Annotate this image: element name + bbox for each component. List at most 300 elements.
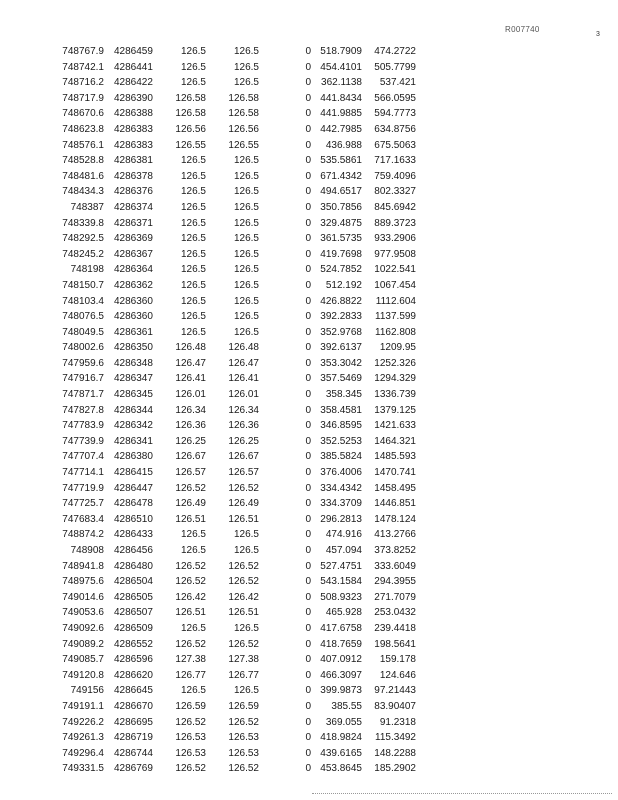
table-row (0, 652, 618, 668)
table-cell-col7: 566.0595 (374, 92, 416, 104)
table-cell-col7: 148.2288 (374, 747, 416, 759)
table-cell-col6: 369.055 (325, 716, 362, 728)
table-cell-col5: 0 (305, 155, 311, 167)
table-cell-col4: 126.58 (228, 92, 259, 104)
table-cell-col1: 748292.5 (62, 233, 104, 245)
table-cell-col1: 748481.6 (62, 170, 104, 182)
table-cell-col4: 126.47 (228, 357, 259, 369)
table-cell-col4: 126.52 (228, 716, 259, 728)
table-cell-col1: 748103.4 (62, 295, 104, 307)
table-row (0, 403, 618, 419)
table-cell-col2: 4286447 (114, 482, 153, 494)
table-cell-col6: 352.9768 (320, 326, 362, 338)
table-cell-col5: 0 (305, 233, 311, 245)
table-cell-col1: 748908 (70, 545, 104, 556)
table-cell-col7: 294.3955 (374, 576, 416, 588)
table-cell-col2: 4286374 (114, 201, 153, 213)
table-cell-col3: 126.52 (175, 576, 206, 588)
table-cell-col6: 385.55 (331, 700, 362, 712)
table-row (0, 44, 618, 60)
table-cell-col7: 1336.739 (374, 389, 416, 401)
table-cell-col2: 4286620 (114, 669, 153, 681)
table-cell-col3: 126.5 (180, 46, 206, 57)
table-cell-col7: 1137.599 (375, 311, 416, 323)
table-cell-col7: 537.421 (379, 77, 416, 89)
table-cell-col1: 747683.4 (62, 513, 104, 525)
table-cell-col1: 749085.7 (62, 654, 104, 666)
table-cell-col6: 419.7698 (320, 248, 362, 260)
table-row (0, 683, 618, 699)
table-cell-col3: 126.59 (175, 700, 206, 712)
table-cell-col6: 457.094 (325, 545, 362, 556)
table-cell-col3: 126.52 (175, 638, 206, 650)
table-cell-col1: 748576.1 (62, 139, 104, 151)
table-row (0, 231, 618, 247)
table-cell-col6: 518.7909 (320, 46, 362, 57)
table-row (0, 715, 618, 731)
table-cell-col1: 748076.5 (62, 311, 104, 323)
table-cell-col4: 126.5 (233, 233, 259, 245)
table-cell-col3: 126.5 (180, 155, 206, 167)
table-cell-col6: 441.9885 (320, 108, 362, 120)
document-id: R007740 (505, 25, 540, 34)
table-cell-col5: 0 (305, 498, 311, 510)
table-cell-col1: 747783.9 (62, 420, 104, 432)
table-row (0, 543, 618, 559)
table-cell-col6: 357.5469 (320, 373, 362, 385)
table-cell-col4: 126.67 (228, 451, 259, 463)
table-row (0, 371, 618, 387)
table-cell-col6: 441.8434 (320, 92, 362, 104)
table-cell-col6: 418.9824 (320, 732, 362, 744)
table-cell-col5: 0 (305, 92, 311, 104)
table-cell-col1: 749092.6 (62, 622, 104, 634)
table-cell-col1: 748767.9 (62, 46, 104, 57)
table-cell-col1: 749014.6 (62, 591, 104, 603)
table-cell-col7: 1112.604 (375, 295, 416, 307)
table-cell-col5: 0 (305, 404, 311, 416)
table-cell-col6: 346.8595 (320, 420, 362, 432)
table-cell-col5: 0 (305, 607, 311, 619)
table-cell-col1: 748198 (70, 264, 104, 276)
table-cell-col4: 126.49 (228, 498, 259, 510)
table-cell-col3: 126.36 (175, 420, 206, 432)
table-cell-col7: 1458.495 (374, 482, 416, 494)
table-cell-col7: 239.4418 (374, 622, 416, 634)
table-cell-col3: 126.5 (180, 622, 206, 634)
table-cell-col2: 4286422 (114, 77, 153, 89)
table-cell-col3: 126.42 (175, 591, 206, 603)
table-cell-col4: 126.5 (233, 248, 259, 260)
table-cell-col2: 4286695 (114, 716, 153, 728)
table-cell-col5: 0 (305, 108, 311, 120)
table-cell-col4: 126.5 (233, 186, 259, 198)
table-cell-col5: 0 (305, 654, 311, 666)
table-cell-col7: 845.6942 (374, 201, 416, 213)
table-row (0, 590, 618, 606)
table-cell-col2: 4286388 (114, 108, 153, 120)
table-cell-col7: 185.2902 (374, 763, 416, 775)
table-cell-col4: 126.36 (228, 420, 259, 432)
table-cell-col3: 126.01 (175, 389, 206, 401)
table-cell-col4: 126.5 (233, 46, 259, 57)
table-cell-col4: 126.58 (228, 108, 259, 120)
table-cell-col6: 535.5861 (320, 155, 362, 167)
table-cell-col5: 0 (305, 373, 311, 385)
table-cell-col7: 1446.851 (374, 498, 416, 510)
table-cell-col7: 1022.541 (374, 264, 416, 276)
table-cell-col3: 126.5 (180, 295, 206, 307)
table-row (0, 278, 618, 294)
table-cell-col5: 0 (305, 170, 311, 182)
table-cell-col6: 508.9323 (320, 591, 362, 603)
table-cell-col1: 748941.8 (62, 560, 104, 572)
table-cell-col3: 126.5 (180, 264, 206, 276)
table-cell-col7: 83.90407 (374, 700, 416, 712)
table-cell-col7: 1464.321 (374, 435, 416, 447)
table-cell-col5: 0 (305, 217, 311, 229)
table-cell-col6: 439.6165 (320, 747, 362, 759)
table-cell-col1: 747725.7 (62, 498, 104, 510)
table-cell-col1: 747827.8 (62, 404, 104, 416)
table-cell-col3: 126.5 (180, 545, 206, 556)
table-cell-col2: 4286364 (114, 264, 153, 276)
table-cell-col6: 453.8645 (320, 763, 362, 775)
table-cell-col4: 126.5 (233, 170, 259, 182)
table-cell-col6: 399.9873 (320, 685, 362, 697)
table-cell-col5: 0 (305, 576, 311, 588)
table-cell-col2: 4286344 (114, 404, 153, 416)
table-cell-col1: 747916.7 (62, 373, 104, 385)
table-cell-col6: 407.0912 (320, 654, 362, 666)
table-cell-col3: 126.5 (180, 186, 206, 198)
table-cell-col2: 4286378 (114, 170, 153, 182)
table-cell-col4: 126.5 (233, 295, 259, 307)
table-cell-col3: 126.5 (180, 326, 206, 338)
table-cell-col6: 376.4006 (320, 467, 362, 479)
table-cell-col7: 594.7773 (374, 108, 416, 120)
table-cell-col5: 0 (305, 342, 311, 354)
table-cell-col7: 91.2318 (379, 716, 416, 728)
table-cell-col1: 748716.2 (62, 77, 104, 89)
table-cell-col1: 748150.7 (62, 279, 104, 291)
table-cell-col7: 933.2906 (374, 233, 416, 245)
table-cell-col7: 373.8252 (374, 545, 416, 556)
table-row (0, 621, 618, 637)
table-cell-col7: 675.5063 (374, 139, 416, 151)
table-cell-col1: 749156 (70, 685, 104, 697)
table-cell-col2: 4286480 (114, 560, 153, 572)
table-cell-col2: 4286350 (114, 342, 153, 354)
table-cell-col2: 4286380 (114, 451, 153, 463)
table-cell-col3: 126.67 (175, 451, 206, 463)
table-cell-col4: 126.57 (228, 467, 259, 479)
table-cell-col3: 126.5 (180, 248, 206, 260)
table-cell-col5: 0 (305, 61, 311, 73)
table-cell-col2: 4286360 (114, 311, 153, 323)
table-cell-col5: 0 (305, 482, 311, 494)
table-row (0, 512, 618, 528)
table-cell-col2: 4286505 (114, 591, 153, 603)
table-cell-col3: 126.41 (175, 373, 206, 385)
table-cell-col7: 505.7799 (374, 61, 416, 73)
table-cell-col2: 4286441 (114, 61, 153, 73)
table-cell-col6: 352.5253 (320, 435, 362, 447)
table-cell-col3: 126.77 (175, 669, 206, 681)
table-cell-col5: 0 (305, 123, 311, 135)
table-cell-col5: 0 (305, 46, 311, 57)
table-cell-col5: 0 (305, 420, 311, 432)
table-cell-col4: 126.55 (228, 139, 259, 151)
table-cell-col4: 126.25 (228, 435, 259, 447)
table-cell-col1: 748670.6 (62, 108, 104, 120)
table-cell-col2: 4286360 (114, 295, 153, 307)
table-cell-col7: 253.0432 (374, 607, 416, 619)
table-cell-col2: 4286376 (114, 186, 153, 198)
table-cell-col4: 126.01 (228, 389, 259, 401)
table-cell-col6: 361.5735 (320, 233, 362, 245)
table-cell-col7: 1067.454 (374, 279, 416, 291)
table-cell-col4: 126.5 (233, 264, 259, 276)
table-cell-col3: 126.53 (175, 747, 206, 759)
table-cell-col7: 1209.95 (379, 342, 416, 354)
table-cell-col5: 0 (305, 389, 311, 401)
table-cell-col3: 126.52 (175, 482, 206, 494)
table-cell-col3: 126.25 (175, 435, 206, 447)
table-cell-col5: 0 (305, 545, 311, 556)
table-cell-col7: 413.2766 (374, 529, 416, 541)
table-cell-col4: 126.5 (233, 311, 259, 323)
table-cell-col6: 385.5824 (320, 451, 362, 463)
table-cell-col2: 4286459 (114, 46, 153, 57)
table-cell-col3: 126.5 (180, 170, 206, 182)
table-cell-col1: 749261.3 (62, 732, 104, 744)
table-cell-col6: 442.7985 (320, 123, 362, 135)
table-cell-col6: 334.4342 (320, 482, 362, 494)
table-cell-col1: 748434.3 (62, 186, 104, 198)
table-cell-col4: 126.5 (233, 77, 259, 89)
table-cell-col3: 126.49 (175, 498, 206, 510)
table-cell-col6: 512.192 (325, 279, 362, 291)
table-row (0, 730, 618, 746)
page-number: 3 (596, 31, 600, 38)
table-cell-col7: 717.1633 (374, 155, 416, 167)
table-cell-col3: 127.38 (175, 654, 206, 666)
table-cell-col7: 889.3723 (374, 217, 416, 229)
table-cell-col5: 0 (305, 716, 311, 728)
table-cell-col4: 126.5 (233, 685, 259, 697)
table-cell-col7: 1470.741 (374, 467, 416, 479)
table-cell-col1: 749120.8 (62, 669, 104, 681)
table-cell-col6: 671.4342 (320, 170, 362, 182)
table-cell-col1: 749226.2 (62, 716, 104, 728)
table-cell-col1: 748387 (70, 201, 104, 213)
table-cell-col2: 4286371 (114, 217, 153, 229)
table-cell-col2: 4286367 (114, 248, 153, 260)
table-cell-col4: 126.52 (228, 576, 259, 588)
table-cell-col7: 1294.329 (374, 373, 416, 385)
table-cell-col4: 126.52 (228, 763, 259, 775)
table-row (0, 605, 618, 621)
table-cell-col5: 0 (305, 77, 311, 89)
table-cell-col3: 126.5 (180, 201, 206, 213)
table-cell-col2: 4286478 (114, 498, 153, 510)
table-cell-col6: 329.4875 (320, 217, 362, 229)
table-cell-col6: 474.916 (325, 529, 362, 541)
table-cell-col4: 126.59 (228, 700, 259, 712)
table-cell-col5: 0 (305, 451, 311, 463)
table-cell-col6: 418.7659 (320, 638, 362, 650)
table-cell-col2: 4286510 (114, 513, 153, 525)
table-cell-col3: 126.5 (180, 529, 206, 541)
table-row (0, 247, 618, 263)
table-cell-col4: 126.5 (233, 279, 259, 291)
table-cell-col5: 0 (305, 186, 311, 198)
table-cell-col3: 126.52 (175, 560, 206, 572)
table-cell-col4: 126.51 (228, 607, 259, 619)
table-cell-col3: 126.56 (175, 123, 206, 135)
footer-dotted-line (312, 793, 612, 795)
table-cell-col1: 747871.7 (62, 389, 104, 401)
table-cell-col4: 126.48 (228, 342, 259, 354)
table-row (0, 527, 618, 543)
table-row (0, 356, 618, 372)
table-cell-col1: 748002.6 (62, 342, 104, 354)
table-row (0, 668, 618, 684)
table-row (0, 153, 618, 169)
table-cell-col6: 494.6517 (320, 186, 362, 198)
table-row (0, 216, 618, 232)
table-cell-col2: 4286415 (114, 467, 153, 479)
table-cell-col2: 4286552 (114, 638, 153, 650)
table-cell-col3: 126.52 (175, 716, 206, 728)
table-cell-col1: 748742.1 (62, 61, 104, 73)
table-cell-col2: 4286456 (114, 545, 153, 556)
data-table (0, 44, 618, 777)
table-cell-col3: 126.58 (175, 92, 206, 104)
table-cell-col3: 126.57 (175, 467, 206, 479)
table-cell-col1: 747707.4 (62, 451, 104, 463)
table-cell-col4: 126.5 (233, 217, 259, 229)
table-cell-col6: 543.1584 (320, 576, 362, 588)
table-cell-col1: 747714.1 (62, 467, 104, 479)
table-cell-col6: 392.6137 (320, 342, 362, 354)
table-cell-col6: 524.7852 (320, 264, 362, 276)
table-cell-col2: 4286345 (114, 389, 153, 401)
table-cell-col2: 4286390 (114, 92, 153, 104)
table-cell-col1: 747739.9 (62, 435, 104, 447)
table-cell-col3: 126.47 (175, 357, 206, 369)
table-cell-col6: 392.2833 (320, 311, 362, 323)
table-cell-col6: 358.345 (325, 389, 362, 401)
table-cell-col5: 0 (305, 591, 311, 603)
table-cell-col7: 1478.124 (374, 513, 416, 525)
table-row (0, 200, 618, 216)
table-cell-col5: 0 (305, 622, 311, 634)
table-cell-col3: 126.53 (175, 732, 206, 744)
table-cell-col3: 126.55 (175, 139, 206, 151)
table-cell-col4: 126.5 (233, 545, 259, 556)
table-cell-col2: 4286596 (114, 654, 153, 666)
table-cell-col5: 0 (305, 529, 311, 541)
table-cell-col4: 126.52 (228, 560, 259, 572)
table-cell-col3: 126.5 (180, 217, 206, 229)
table-row (0, 434, 618, 450)
table-row (0, 106, 618, 122)
table-cell-col3: 126.58 (175, 108, 206, 120)
table-cell-col7: 759.4096 (374, 170, 416, 182)
table-row (0, 574, 618, 590)
table-cell-col6: 527.4751 (320, 560, 362, 572)
table-cell-col4: 126.77 (228, 669, 259, 681)
table-cell-col1: 749296.4 (62, 747, 104, 759)
table-cell-col1: 747959.6 (62, 357, 104, 369)
table-cell-col1: 748049.5 (62, 326, 104, 338)
table-cell-col6: 426.8822 (320, 295, 362, 307)
table-cell-col2: 4286744 (114, 747, 153, 759)
table-cell-col2: 4286769 (114, 763, 153, 775)
table-cell-col5: 0 (305, 279, 311, 291)
table-cell-col2: 4286361 (114, 326, 153, 338)
table-cell-col1: 748245.2 (62, 248, 104, 260)
table-cell-col4: 126.34 (228, 404, 259, 416)
table-cell-col7: 474.2722 (374, 46, 416, 57)
table-row (0, 91, 618, 107)
table-cell-col1: 749191.1 (62, 700, 104, 712)
table-cell-col3: 126.5 (180, 77, 206, 89)
table-cell-col6: 334.3709 (320, 498, 362, 510)
table-cell-col4: 127.38 (228, 654, 259, 666)
table-cell-col7: 333.6049 (374, 560, 416, 572)
table-cell-col5: 0 (305, 513, 311, 525)
table-cell-col7: 124.646 (379, 669, 416, 681)
table-cell-col5: 0 (305, 435, 311, 447)
table-row (0, 481, 618, 497)
table-cell-col2: 4286509 (114, 622, 153, 634)
table-cell-col7: 977.9508 (374, 248, 416, 260)
table-cell-col2: 4286433 (114, 529, 153, 541)
table-cell-col5: 0 (305, 638, 311, 650)
table-cell-col3: 126.51 (175, 607, 206, 619)
table-row (0, 184, 618, 200)
table-cell-col7: 1252.326 (374, 357, 416, 369)
table-cell-col2: 4286341 (114, 435, 153, 447)
table-row (0, 294, 618, 310)
table-cell-col4: 126.56 (228, 123, 259, 135)
table-cell-col4: 126.41 (228, 373, 259, 385)
table-cell-col7: 159.178 (379, 654, 416, 666)
table-cell-col2: 4286381 (114, 155, 153, 167)
table-row (0, 387, 618, 403)
table-cell-col5: 0 (305, 264, 311, 276)
table-cell-col5: 0 (305, 201, 311, 213)
table-row (0, 559, 618, 575)
table-row (0, 325, 618, 341)
table-row (0, 418, 618, 434)
table-cell-col4: 126.5 (233, 61, 259, 73)
table-row (0, 496, 618, 512)
table-cell-col4: 126.53 (228, 747, 259, 759)
table-cell-col4: 126.5 (233, 155, 259, 167)
table-cell-col1: 747719.9 (62, 482, 104, 494)
table-row (0, 465, 618, 481)
table-cell-col1: 748339.8 (62, 217, 104, 229)
table-cell-col6: 436.988 (325, 139, 362, 151)
table-cell-col2: 4286504 (114, 576, 153, 588)
table-cell-col2: 4286383 (114, 123, 153, 135)
table-cell-col2: 4286719 (114, 732, 153, 744)
table-cell-col5: 0 (305, 248, 311, 260)
